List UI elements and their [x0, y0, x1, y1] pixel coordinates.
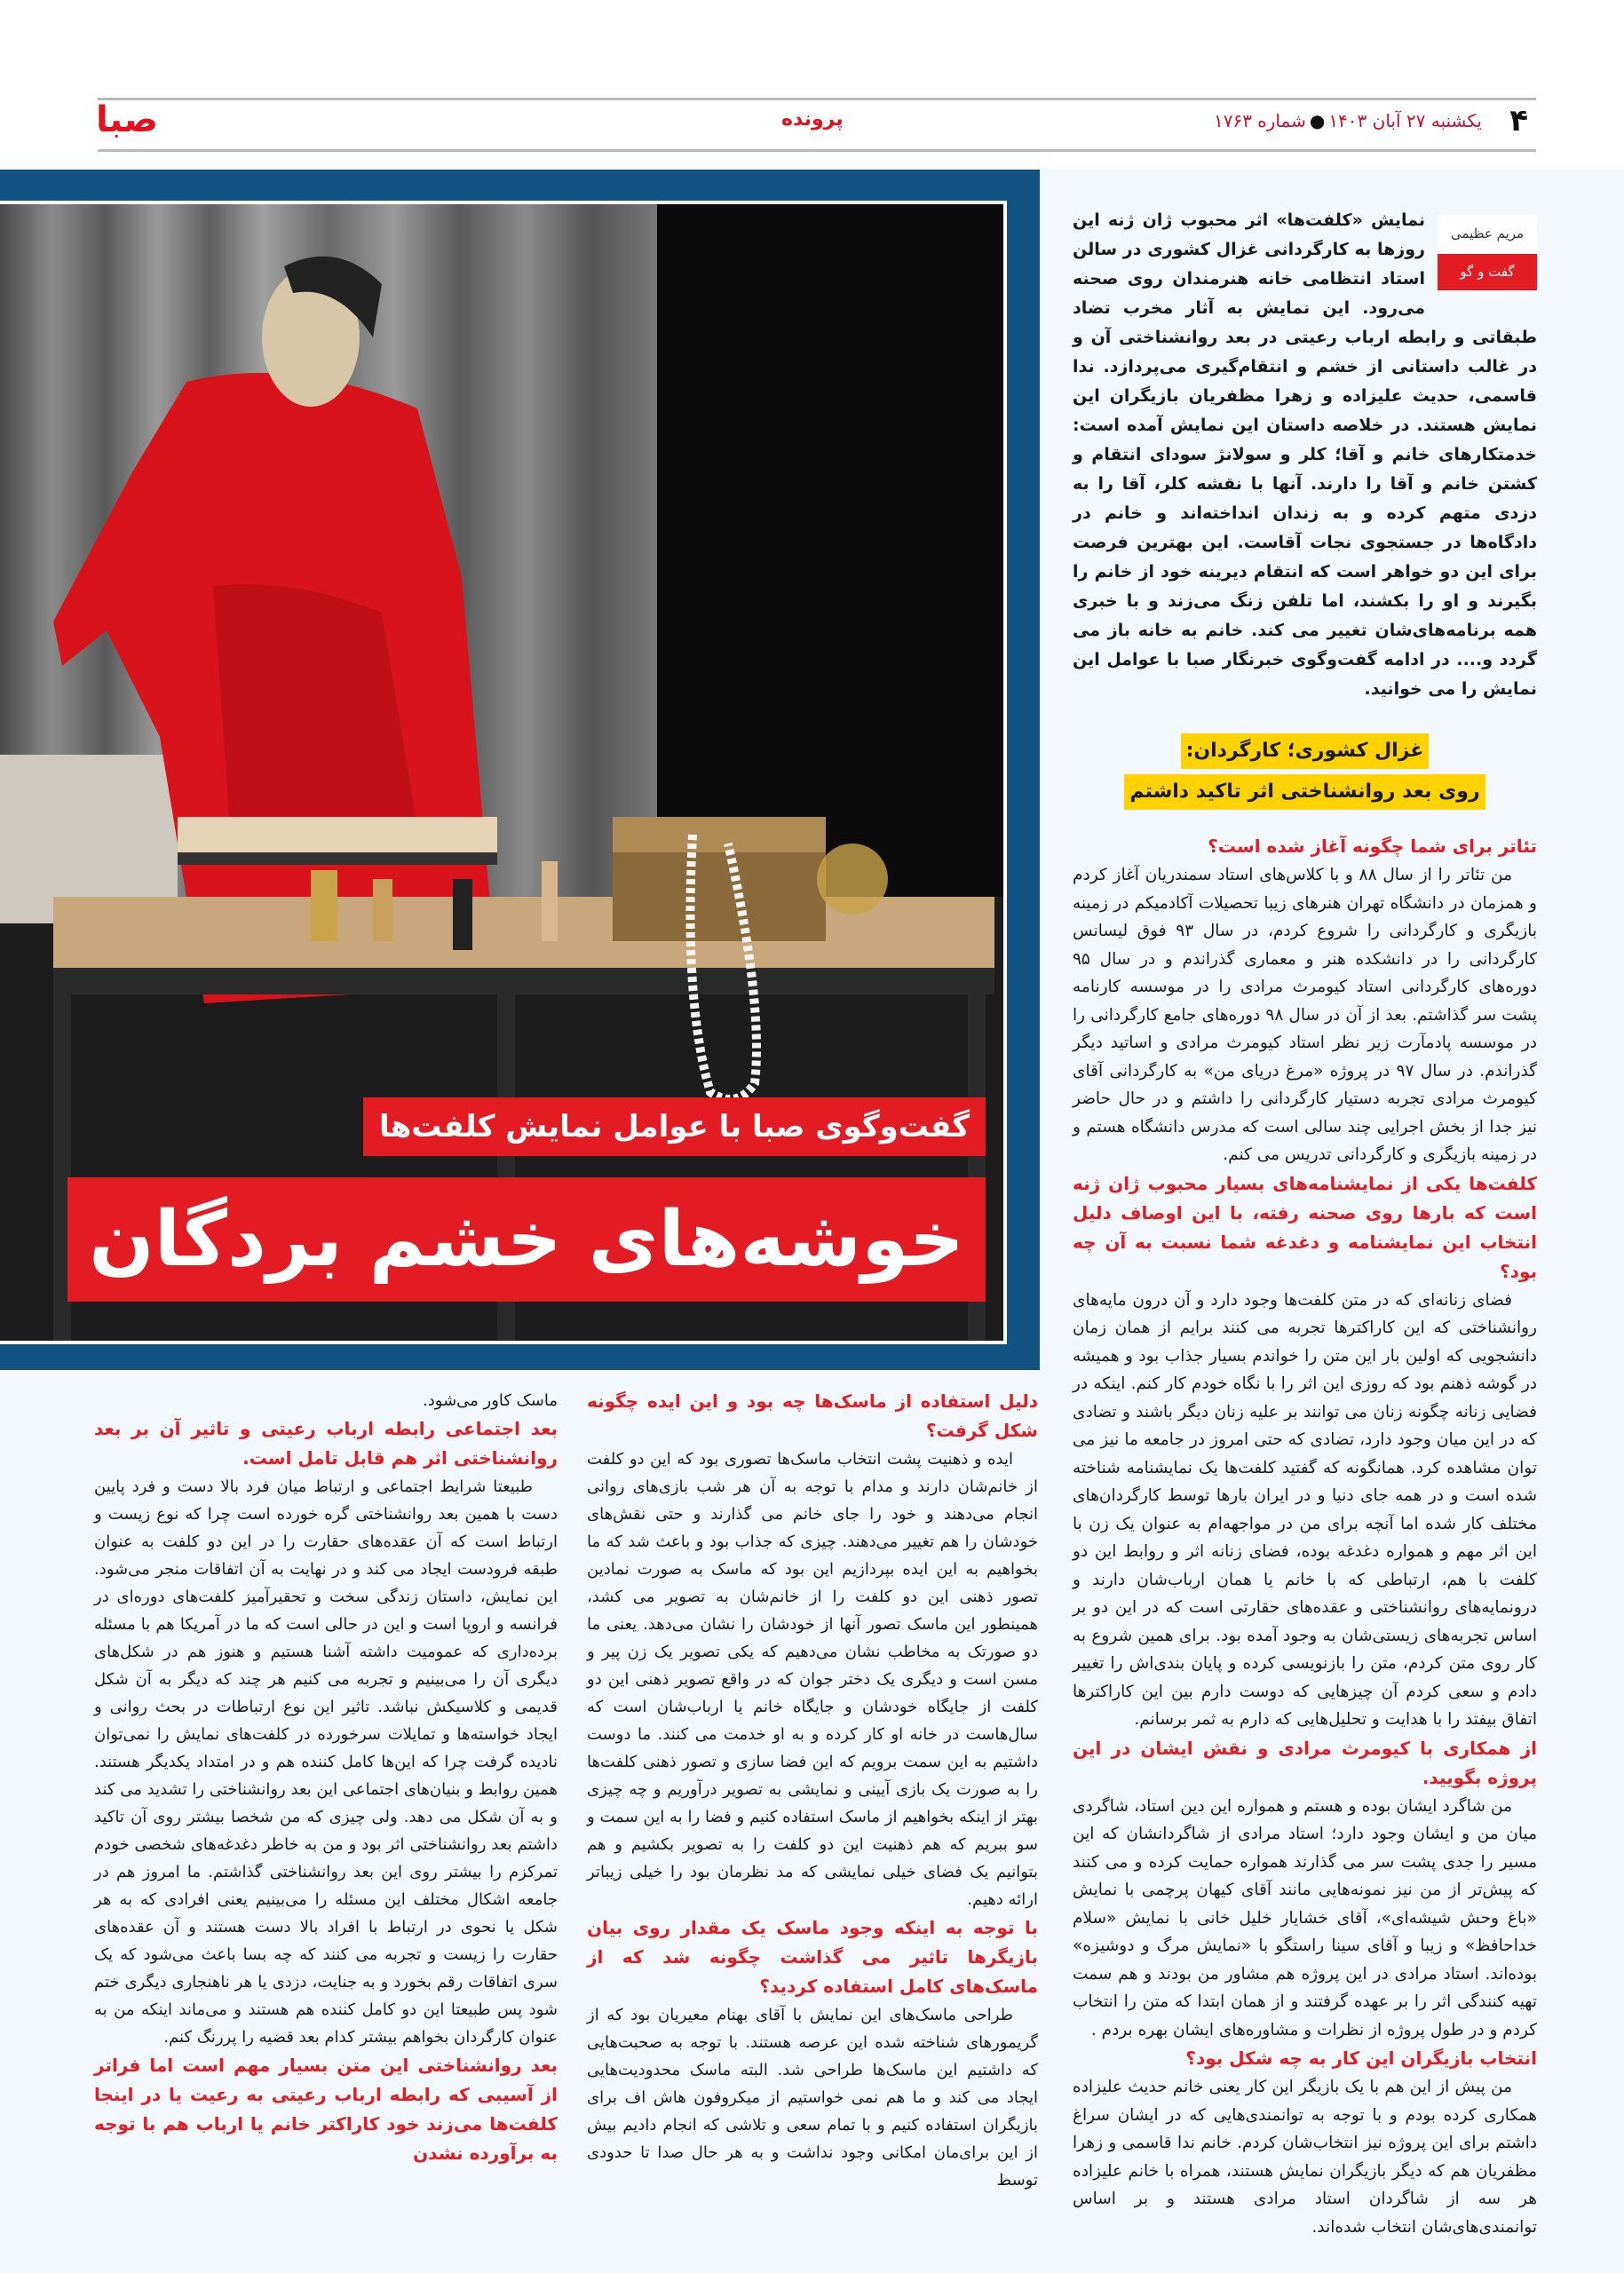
answer: من پیش از این هم با یک بازیگر این کار یعنی خانم حدیث علیزاده همکاری کرده بودم و با توجه به توانمندی‌هایی که در ایشان سراغ داشتم برای این پروژه نیز انتخاب‌شان کردم. خانم ندا قاسمی و زهرا مظفریان هم که دیگر بازیگران نمایش هستند، همراه با خانم علیزاده هر سه از شاگردان استاد مرادی هستند و بر اساس توانمندی‌های‌شان انتخاب شده‌اند. [1073, 2078, 1537, 2237]
header-top-rule [98, 98, 1536, 100]
left-column [94, 1387, 558, 2168]
interview-subhead [1073, 731, 1537, 812]
question: از همکاری با کیومرث مرادی و نقش ایشان در این پروژه بگویید. [1073, 1737, 1537, 1788]
answer: طبیعتا شرایط اجتماعی و ارتباط میان فرد بالا دست و فرد پایین دست با همین بعد روانشناختی گره خورده است چرا که نوع زیست و ارتباط است که آن عقده‌های حقارت را در این دو کلفت به عنوان طبقه فرودست ایجاد می کند و در نهایت به آن اتفاقات منجر می‌شود. این نمایش، داستان زندگی سخت و تحقیرآمیز کلفت‌های دوره‌ای در فرانسه و اروپا است و این در حالی است که ما در آمریکا هم با مسئله برده‌داری که عمومیت داشته آشنا هستیم و هنوز هم در شکل‌های دیگری آن را می‌بینیم و تجربه می کنیم هر چند که دیگر به آن شکل قدیمی و کلاسیکش نباشد. تاثیر این نوع ارتباطات در بحث روانی و ایجاد خواسته‌ها و تمایلات سرخورده در کلفت‌های نمایش را نمی‌توان نادیده گرفت چرا که این‌ها کامل کننده هم و در امتداد یکدیگر هستند. همین روابط و بنیان‌های اجتماعی این بعد روانشناختی را تشدید می کند و به آن شکل می دهد. ولی چیزی که من شخصا بیشتر روی آن تاکید داشتم بعد روانشناختی اثر بود و من به خاطر دغدغه‌های شخصی خودم تمرکزم را بیشتر روی این بعد روانشناختی گذاشتم. ما امروز هم در جامعه اشکال مختلف این مسئله را می‌بینیم یعنی افرادی که به هر شکل یا نحوی در ارتباط با افراد بالا دست هستند و آن عقده‌های حقارت را زیست و تجربه می کنند که چه بسا باعث می‌شود که یک سری اتفاقات رقم بخورد و به جنایت، دزدی یا هر ناهنجاری دیگری ختم شود پس طبیعتا این دو کامل کننده هم هستند و می‌ماند اینکه من به عنوان کارگردان بخواهم بیشتر کدام بعد قضیه را پررنگ کنم. [94, 1477, 558, 2047]
answer: من تئاتر را از سال ۸۸ و با کلاس‌های استاد سمندریان آغاز کردم و همزمان در دانشگاه تهران هنرهای زیبا تحصیلات آکادمیکم در زمینه بازیگری و کارگردانی را شروع کردم، در سال ۹۳ فوق لیسانس کارگردانی را در دانشکده هنر و معماری گذراندم و در سال ۹۵ دوره‌های کارگردانی استاد کیومرث مرادی را در موسسه کارنامه پشت سر گذاشتم. بعد از آن در سال ۹۸ دوره‌های جامع کارگردانی را در موسسه پادمآرت زیر نظر استاد کیومرث مرادی و اساتید دیگر گذراندم. در سال ۹۷ در پروژه «مرغ دریای من» به کارگردانی آقای کیومرث مرادی تجربه دستیار کارگردانی را داشتم و در حال حاضر نیز جدا از بخش اجرایی چند سالی است که مدرس دانشگاه هستم و در زمینه بازیگری و کارگردانی تدریس می کنم. [1073, 866, 1538, 1164]
dateline [1214, 110, 1482, 131]
separator-dot: ● [1309, 110, 1326, 131]
answer: فضای زنانه‌ای که در متن کلفت‌ها وجود دارد و آن درون مایه‌های روانشناختی که این کاراکترها تجربه می کنند برایم از همان زمان دانشجویی که اولین بار این متن را خواندم بسیار جذاب بود و همیشه در گوشه ذهنم بود که روزی این اثر را با نگاه خودم کار کنم. اینکه در فضایی زنانه چگونه زنان می توانند بر علیه زنان دیگر باشند و تضادی که در این میان وجود دارد، تضادی که حتی امروز در جامعه ما نیز می توان مشاهده کرد. همانگونه که گفتید کلفت‌ها یک نمایشنامه شناخته شده است و در همه جای دنیا و در ایران بارها توسط کارگردان‌های مختلف کار شده اما آنچه برای من در مواجهه‌ام به عنوان یک زن با این اثر مهم و همواره دغدغه بوده، فضای زنانه اثر و روابط این دو کلفت با هم، ارتباطی که با خانم یا همان ارباب‌شان دارند و درونمایه‌های روانشناختی و عقده‌های حقارتی است که در این دو بر اساس تجربه‌های زیستی‌شان به وجود آمده بود. برای همین شروع به کار روی متن کردم، متن را بازنویسی کرده و پایان بندی‌اش را تغییر دادم و سعی کردم آن چیزهایی که دوست دارم بین این کاراکترها اتفاق بیفتد را با هدایت و تحلیل‌هایی که دارم به ثمر برسانم. [1073, 1290, 1537, 1729]
lead-paragraph: نمایش «کلفت‌ها» اثر محبوب ژان ژنه این روزها به کارگردانی غزال کشوری در سالن استاد انتظامی خانه هنرمندان روی صحنه می‌رود. این نمایش به آثار مخرب تضاد طبقاتی و رابطه ارباب رعیتی در بعد روانشناختی آن و در غالب داستانی از خشم و انتقام‌گیری می‌پردازد. ندا قاسمی، حدیث علیزاده و زهرا مظفریان بازیگران این نمایش هستند. در خلاصه داستان این نمایش آمده است: خدمتکارهای خانم و آقا؛ کلر و سولانژ سودای انتقام و کشتن خانم و آقا را دارند. آنها با نقشه کلر، آقا را به دزدی متهم کرده و به زندان انداخته‌اند و خانم در دادگاه‌ها در جستجوی نجات آقاست. این بهترین فرصت برای این دو خواهر است که انتقام دیرینه خود از خانم را بگیرند و او را بکشند، اما تلفن زنگ می‌زند و با خبری همه برنامه‌های‌شان تغییر می کند. خانم به خانه باز می گردد و.... در ادامه گفت‌وگوی خبرنگار صبا با عوامل این نمایش را می خوانید. [1073, 210, 1537, 699]
issue-date: یکشنبه ۲۷ آبان ۱۴۰۳ [1328, 110, 1482, 131]
page-number: ۴ [1509, 103, 1528, 139]
question: بعد اجتماعی رابطه ارباب رعیتی و تاثیر آن بر بعد روانشناختی اثر هم قابل تامل است. [94, 1418, 558, 1469]
middle-column [587, 1387, 1038, 2194]
answer: طراحی ماسک‌های این نمایش با آقای بهنام معیریان بود که از گریمورهای شناخته شده این عرصه هستند. با توجه به صحبت‌هایی که داشتیم این ماسک‌ها طراحی شد. البته ماسک محدودیت‌هایی ایجاد می کند و ما هم نمی خواستیم از میکروفون هاش اف برای بازیگران استفاده کنیم و با تمام سعی و تلاشی که انجام دادیم بیش از این برای‌مان امکانی وجود نداشت و به هر حال صدا تا حدودی توسط [587, 2006, 1038, 2190]
masthead-area [0, 0, 1624, 169]
issue-number: شماره ۱۷۶۳ [1213, 110, 1306, 131]
author-name: مریم عظیمی [1450, 226, 1525, 242]
feature-kicker: گفت‌وگوی صبا با عوامل نمایش کلفت‌ها [363, 1097, 986, 1156]
continued-text: ماسک کاور می‌شود. [423, 1391, 558, 1410]
byline-box [1438, 215, 1537, 290]
answer: من شاگرد ایشان بوده و هستم و همواره این دین استاد، شاگردی میان من و ایشان وجود دارد؛ استاد مرادی از شاگردانشان که این مسیر را جدی پشت سر می گذارند همواره حمایت کرده و می کنند که پیش‌تر از من نیز نمونه‌هایی مانند آقای کیهان پرچمی با نمایش «باغ وحش شیشه‌ای»، آقای خشایار خلیل خانی با نمایش «سلام خداحافظ» و زیبا و آقای سینا راستگو با «نمایش مرگ و دوشیزه» بوده‌اند. استاد مرادی در این پروژه هم مشاور من بودند و هم سمت تهیه کنندگی اثر را بر عهده گرفتند و از همان ابتدا که متن را انتخاب کردم و در طول پروژه از نظرات و مشاوره‌های ایشان بهره بردم . [1073, 1796, 1537, 2039]
feature-headline: خوشه‌های خشم بردگان [67, 1177, 986, 1302]
answer: ایده و ذهنیت پشت انتخاب ماسک‌ها تصوری بود که این دو کلفت از خانم‌شان دارند و مدام با توجه به آن هر شب بازی‌های روانی انجام می‌دهند و خود را جای خانم می گذارند و حتی نقش‌های خودشان را هم تغییر می‌دهند. چیزی که جذاب بود و باعث شد که ما بخواهیم به این ایده بپردازیم این بود که ماسک به صورت نمادین تصور ذهنی این دو کلفت را از خانم‌شان به تصویر می کشد، همینطور این ماسک تصور آنها از خودشان را نشان می‌دهد. یعنی ما دو صورتک به مخاطب نشان می‌دهیم که یکی تصویر یک زن پیر و مسن است و دیگری یک دختر جوان که در واقع تصویر ذهنی این دو کلفت از جایگاه خودشان و جایگاه خانم یا ارباب‌شان است که سال‌هاست در خانه او کار کرده و به او خدمت می کنند. ما دوست داشتیم به این سمت برویم که این فضا سازی و تصور ذهنی کلفت‌ها را به صورت یک بازی آیینی و نمایشی به تصویر درآوریم و چه چیزی بهتر از اینکه بخواهیم از ماسک استفاده کنیم و فضا را به این سمت و سو ببریم که هم ذهنیت این دو کلفت را به تصویر بکشیم و هم بتوانیم یک فضای خیلی نمایشی که مد نظرمان بود را خیلی زیباتر ارائه دهیم. [587, 1450, 1038, 1909]
question: تئاتر برای شما چگونه آغاز شده است؟ [1208, 836, 1537, 857]
newspaper-logo: صبا [96, 99, 158, 140]
question: کلفت‌ها یکی از نمایشنامه‌های بسیار محبوب ژان ژنه است که بارها روی صحنه رفته، با این اوصاف دلیل انتخاب این نمایشنامه و دغدغه شما نسبت به آن چه بود؟ [1073, 1172, 1537, 1282]
category-tag: گفت و گو [1438, 254, 1537, 291]
stage-photo [0, 201, 1007, 1344]
header-bottom-rule [98, 149, 1536, 152]
question: بعد روانشناختی این متن بسیار مهم است اما فراتر از آسیبی که رابطه ارباب رعیتی به رعیت یا در اینجا کلفت‌ها می‌زند خود کاراکتر خانم یا ارباب هم با توجه به برآورده نشدن [94, 2055, 558, 2164]
subhead-line-2: روی بعد روانشناختی اثر تاکید داشتم [1124, 774, 1485, 810]
subhead-line-1: غزال کشوری؛ کارگردان: [1181, 733, 1430, 769]
question: انتخاب بازیگران این کار به چه شکل بود؟ [1185, 2047, 1537, 2069]
section-title: پرونده [781, 108, 844, 131]
question: دلیل استفاده از ماسک‌ها چه بود و این ایده چگونه شکل گرفت؟ [587, 1390, 1038, 1441]
question: با توجه به اینکه وجود ماسک یک مقدار روی بیان بازیگرها تاثیر می گذاشت چگونه شد که از ماسک‌های کامل استفاده کردید؟ [587, 1917, 1038, 1997]
right-column [1073, 206, 1537, 2241]
